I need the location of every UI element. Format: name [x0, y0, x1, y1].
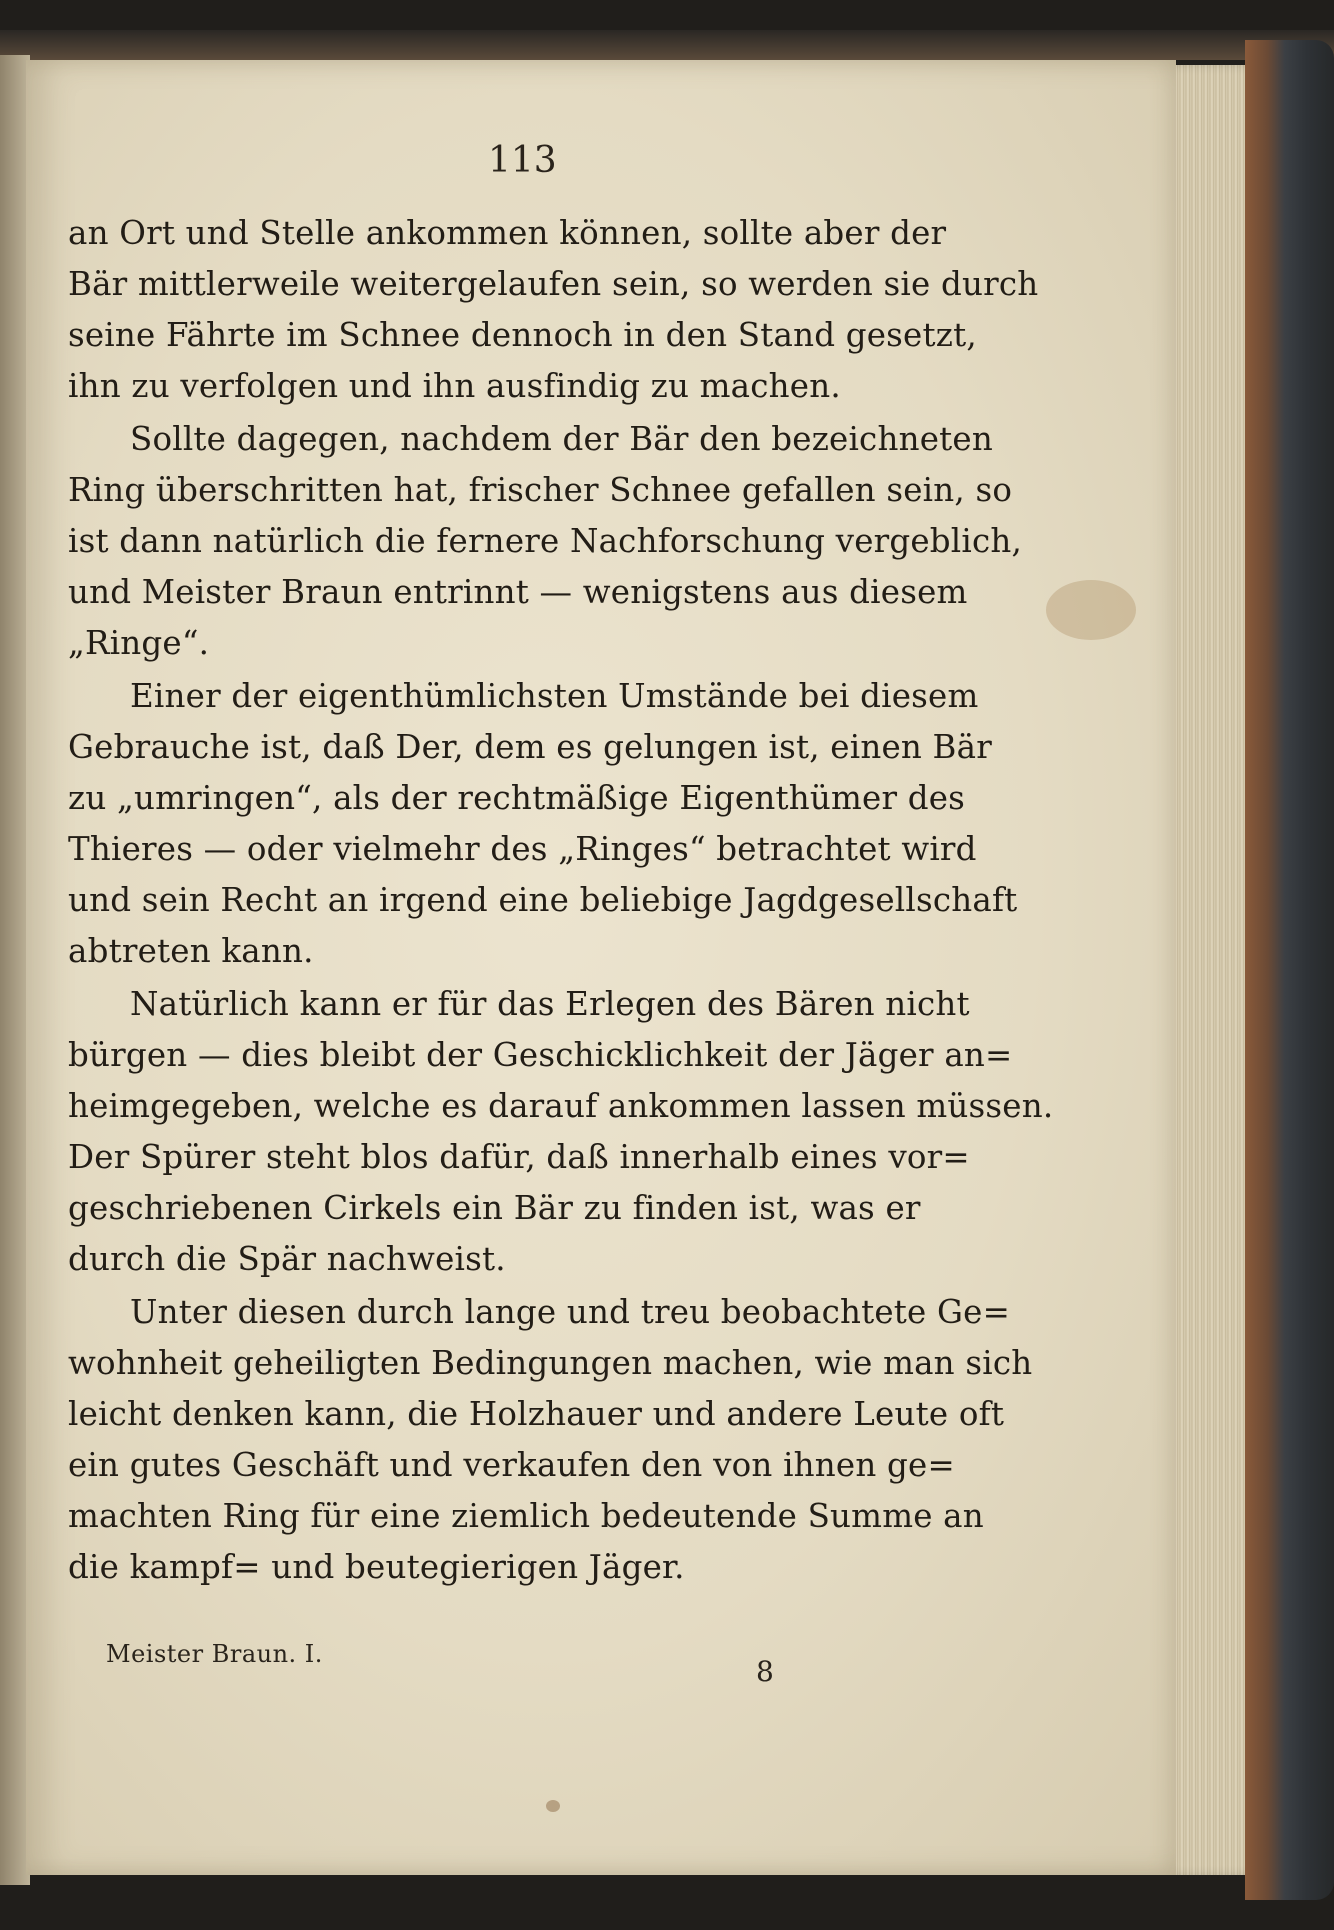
paragraph	[68, 1287, 1033, 1593]
text-line: Der Spürer steht blos dafür, daß innerhalb eines vor=	[68, 1138, 970, 1176]
text-line: und sein Recht an irgend eine beliebige Jagdgesellschaft	[68, 881, 1018, 919]
text-line: an Ort und Stelle ankommen können, sollte aber der	[68, 214, 947, 252]
paragraph	[68, 979, 1054, 1285]
text-line: abtreten kann.	[68, 932, 314, 970]
text-line: heimgegeben, welche es darauf ankommen lassen müssen.	[68, 1087, 1054, 1125]
text-line: geschriebenen Cirkels ein Bär zu finden ist, was er	[68, 1189, 921, 1227]
text-line: Thieres — oder vielmehr des „Ringes“ betrachtet wird	[68, 830, 977, 868]
text-line: seine Fährte im Schnee dennoch in den Stand gesetzt,	[68, 316, 977, 354]
text-line: Unter diesen durch lange und treu beobachtete Ge=	[130, 1293, 1011, 1331]
text-line: bürgen — dies bleibt der Geschicklichkeit der Jäger an=	[68, 1036, 1013, 1074]
book-cover-right	[1245, 40, 1334, 1900]
text-line: wohnheit geheiligten Bedingungen machen, wie man sich	[68, 1344, 1033, 1382]
text-line: ein gutes Geschäft und verkaufen den von ihnen ge=	[68, 1446, 955, 1484]
paragraph	[68, 414, 1023, 669]
paragraph	[68, 671, 1018, 977]
text-line: durch die Spär nachweist.	[68, 1240, 506, 1278]
text-line: Natürlich kann er für das Erlegen des Bären nicht	[130, 985, 970, 1023]
text-line: Bär mittlerweile weitergelaufen sein, so werden sie durch	[68, 265, 1039, 303]
text-line: zu „umringen“, als der rechtmäßige Eigenthümer des	[68, 779, 966, 817]
text-line: machten Ring für eine ziemlich bedeutende Summe an	[68, 1497, 984, 1535]
footer-sheet-number: 8	[756, 1655, 774, 1688]
paragraph	[68, 208, 1039, 412]
text-line: leicht denken kann, die Holzhauer und andere Leute oft	[68, 1395, 1005, 1433]
paper-spot	[546, 1800, 560, 1812]
page-text	[68, 208, 1054, 1595]
text-line: „Ringe“.	[68, 624, 210, 662]
text-line: die kampf= und beutegierigen Jäger.	[68, 1548, 685, 1586]
text-line: Gebrauche ist, daß Der, dem es gelungen ist, einen Bär	[68, 728, 992, 766]
text-line: Sollte dagegen, nachdem der Bär den bezeichneten	[130, 420, 993, 458]
text-line: Einer der eigenthümlichsten Umstände bei diesem	[130, 677, 979, 715]
footer-signature: Meister Braun. I.	[106, 1640, 323, 1668]
book-cover-top	[0, 30, 1334, 60]
paper-stain	[1046, 580, 1136, 640]
text-line: Ring überschritten hat, frischer Schnee gefallen sein, so	[68, 471, 1013, 509]
text-line: ihn zu verfolgen und ihn ausfindig zu machen.	[68, 367, 841, 405]
text-line: ist dann natürlich die fernere Nachforschung vergeblich,	[68, 522, 1023, 560]
page-number: 113	[488, 140, 557, 181]
text-line: und Meister Braun entrinnt — wenigstens aus diesem	[68, 573, 968, 611]
